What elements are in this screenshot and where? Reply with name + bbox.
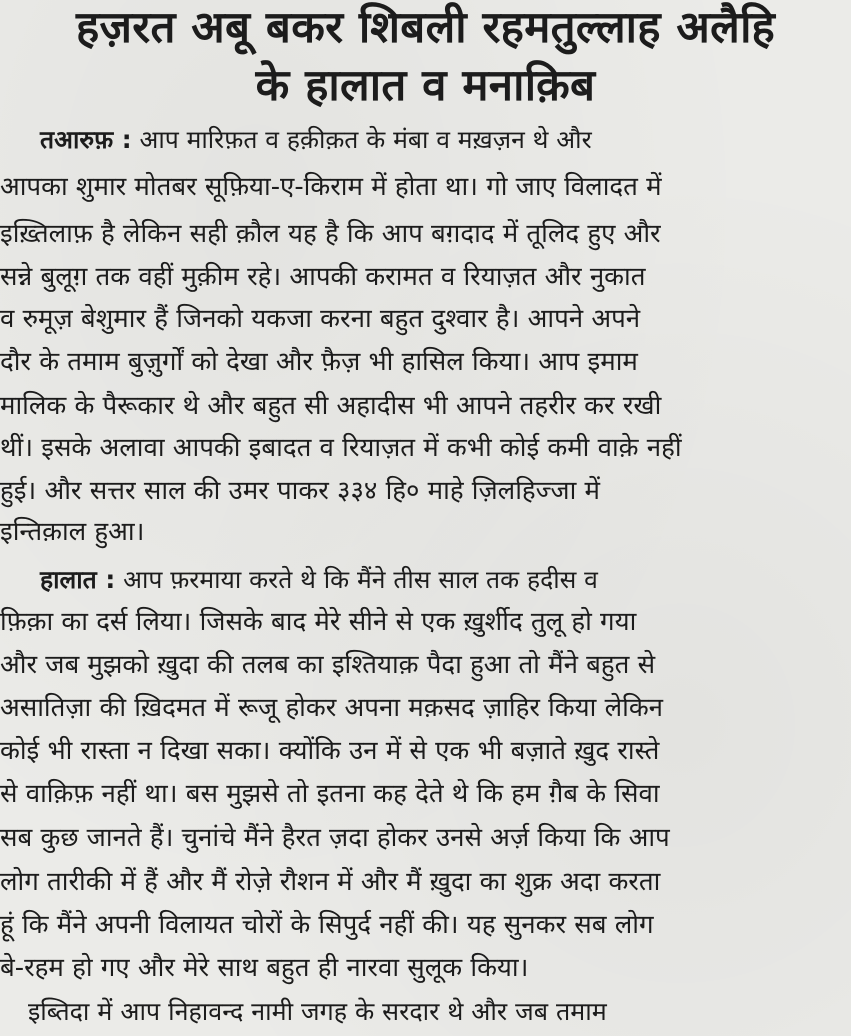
body-line: थीं। इसके अलावा आपकी इबादत व रियाज़त में कभी कोई कमी वाक़े नहीं [0,433,682,463]
body-line: आप मारिफ़त व हक़ीक़त के मंबा व मख़ज़न थे और [139,125,592,154]
paragraph-intro-first-line [0,125,851,154]
body-line: सब कुछ जानते हैं। चुनांचे मैंने हैरत ज़दा होकर उनसे अर्ज़ किया कि आप [0,823,670,853]
body-line: लोग तारीकी में हैं और मैं रोज़े रौशन में और मैं ख़ुदा का शुक्र अदा करता [0,867,661,897]
body-line: व रुमूज़ बेशुमार हैं जिनको यकजा करना बहुत दुश्वार है। आपने अपने [0,304,641,334]
body-line: हुई। और सत्तर साल की उमर पाकर ३३४ हि० माहे ज़िलहिज्जा में [0,476,601,506]
body-line: इब्तिदा में आप निहावन्द नामी जगह के सरदार थे और जब तमाम [28,997,607,1026]
body-line: इख़्तिलाफ़ है लेकिन सही क़ौल यह है कि आप बग़दाद में तूलिद हुए और [0,219,661,249]
body-line: इन्तिक़ाल हुआ। [0,517,145,547]
body-line: दौर के तमाम बुज़ुर्गों को देखा और फ़ैज़ भी हासिल किया। आप इमाम [0,347,638,377]
page-title-line-1: हज़रत अबू बकर शिबली रहमतुल्लाह अलैहि [75,2,776,53]
paragraph-halat-first-line [0,565,851,594]
body-line: असातिज़ा की ख़िदमत में रूजू होकर अपना मक़सद ज़ाहिर किया लेकिन [0,693,664,723]
body-line: फ़िक़ा का दर्स लिया। जिसके बाद मेरे सीने से एक ख़ुर्शीद तुलू हो गया [0,607,637,637]
body-line: आपका शुमार मोतबर सूफ़िया-ए-किराम में होता था। गो जाए विलादत में [0,172,662,202]
body-line: मालिक के पैरूकार थे और बहुत सी अहादीस भी आपने तहरीर कर रखी [0,391,662,421]
page-title-line-2: के हालात व मनाक़िब [255,60,596,111]
body-line: से वाक़िफ़ नहीं था। बस मुझसे तो इतना कह देते थे कि हम ग़ैब के सिवा [0,779,660,809]
section-label-halat: हालात : [40,565,116,594]
body-line: आप फ़रमाया करते थे कि मैंने तीस साल तक हदीस व [123,565,598,594]
body-line: हूं कि मैंने अपनी विलायत चोरों के सिपुर्द नहीं की। यह सुनकर सब लोग [0,910,654,940]
body-line: कोई भी रास्ता न दिखा सका। क्योंकि उन में से एक भी बज़ाते ख़ुद रास्ते [0,736,660,766]
body-line: और जब मुझको ख़ुदा की तलब का इश्तियाक़ पैदा हुआ तो मैंने बहुत से [0,650,656,680]
body-line: सन्ने बुलूग़ तक वहीं मुक़ीम रहे। आपकी करामत व रियाज़त और नुकात [0,262,646,292]
section-label-taaruf: तआरुफ़ : [40,125,132,154]
body-line: बे-रहम हो गए और मेरे साथ बहुत ही नारवा सुलूक किया। [0,953,529,983]
